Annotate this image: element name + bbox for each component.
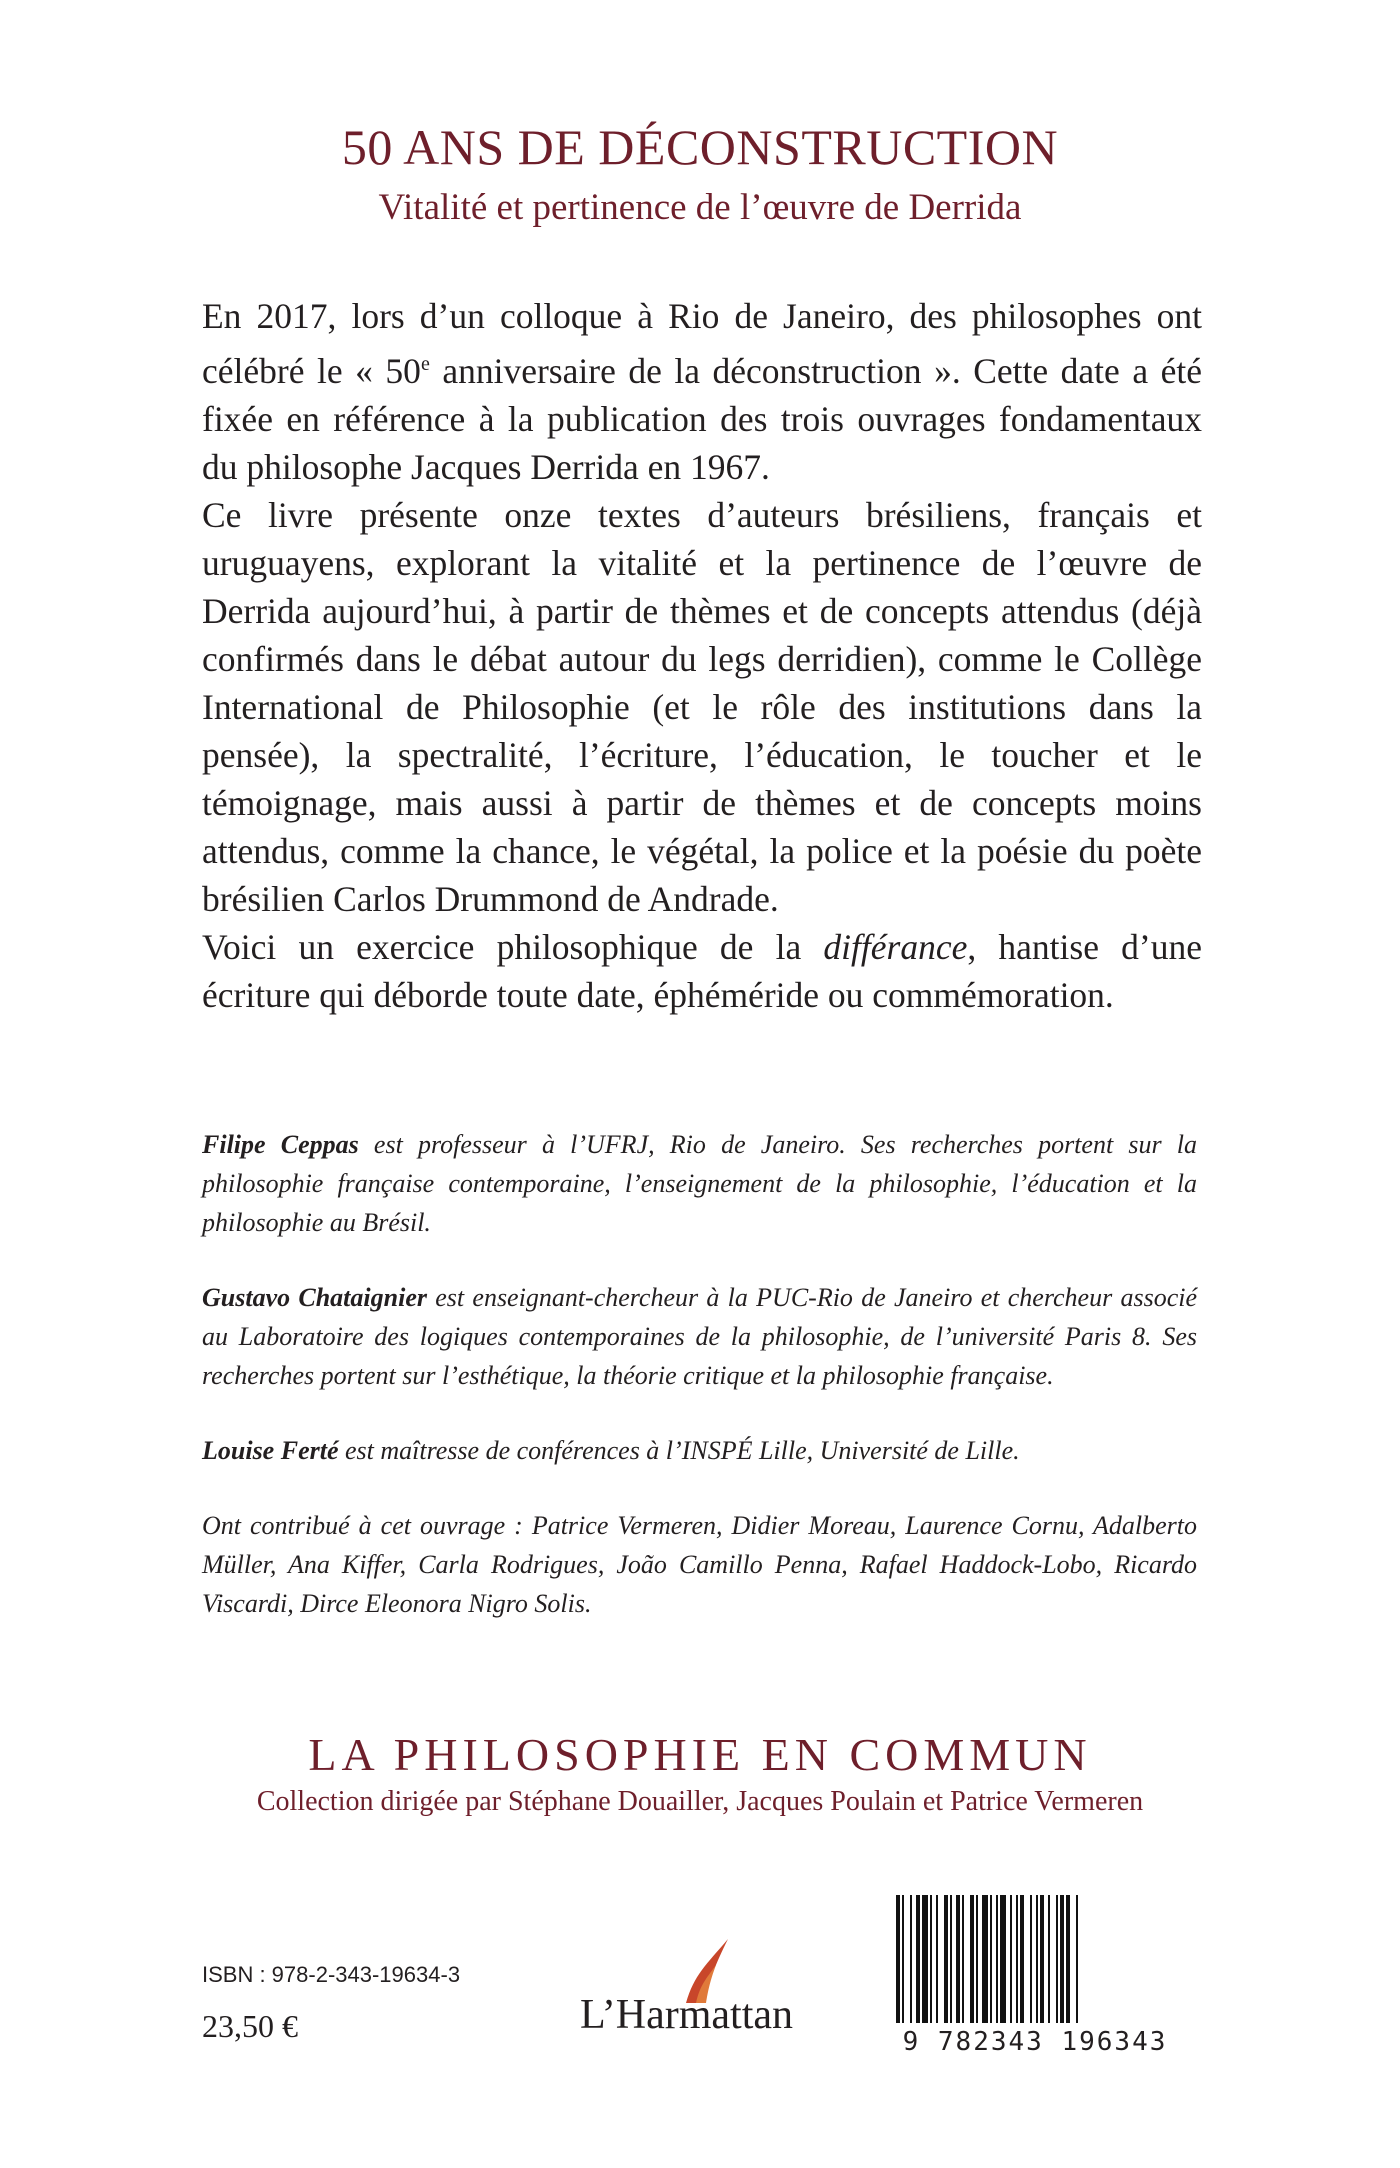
- barcode-bar: [916, 1895, 920, 2023]
- barcode-bar: [1020, 1895, 1024, 2023]
- author-bio-text: est professeur à l’UFRJ, Rio de Janeiro. Ses recherches portent sur la philosophie française contemporaine, l’enseignement de la philosophie, l’éducation et la philosophie au Brésil.: [202, 1130, 1197, 1237]
- synopsis-paragraph-2: Ce livre présente onze textes d’auteurs brésiliens, français et uruguayens, explorant la vitalité et la pertinence de l’œuvre de Derrida aujourd’hui, à partir de thèmes et de concepts attendus (déjà confirmés dans le débat autour du legs derridien), comme le Collège International de Philosophie (et le rôle des institutions dans la pensée), la spectralité, l’écriture, l’éducation, le toucher et le témoignage, mais aussi à partir de thèmes et de concepts moins attendus, comme la chance, le végétal, la police et la poésie du poète brésilien Carlos Drummond de Andrade.: [202, 494, 1202, 919]
- barcode-bar: [1030, 1895, 1032, 2023]
- barcode: [880, 1895, 1190, 2065]
- barcode-bar: [944, 1895, 948, 2023]
- barcode-bar: [976, 1895, 978, 2023]
- author-name: Gustavo Chataignier: [202, 1283, 427, 1312]
- barcode-bar: [950, 1895, 952, 2023]
- barcode-bars: [896, 1895, 1176, 2023]
- synopsis: [202, 292, 1202, 1019]
- synopsis-p1-end: anniversaire de la déconstruction ». Cette date a été fixée en référence à la publication des trois ouvrages fondamentaux du philosophe Jacques Derrida en 1967.: [202, 350, 1202, 487]
- collection-name: LA PHILOSOPHIE EN COMMUN: [308, 1729, 1092, 1780]
- barcode-bar: [936, 1895, 938, 2023]
- barcode-bar: [1056, 1895, 1058, 2023]
- publisher-name: L’Harmattan: [580, 1992, 794, 2038]
- bio-ferte: [202, 1431, 1197, 1470]
- author-name: Filipe Ceppas: [202, 1130, 359, 1159]
- barcode-bar: [1076, 1895, 1078, 2023]
- barcode-bar: [910, 1895, 912, 2023]
- price: 23,50 €: [202, 2008, 298, 2044]
- synopsis-p3-start: Voici un exercice philosophique de la: [202, 926, 824, 967]
- barcode-bar: [1066, 1895, 1070, 2023]
- barcode-bar: [1016, 1895, 1018, 2023]
- author-bio-text: est maîtresse de conférences à l’INSPÉ Lille, Université de Lille.: [338, 1436, 1020, 1465]
- barcode-bar: [1060, 1895, 1064, 2023]
- barcode-bar: [996, 1895, 998, 2023]
- barcode-bar: [930, 1895, 932, 2023]
- book-subtitle: Vitalité et pertinence de l’œuvre de Derrida: [378, 187, 1022, 228]
- barcode-bar: [896, 1895, 900, 2023]
- collection-directors: Collection dirigée par Stéphane Douailler, Jacques Poulain et Patrice Vermeren: [256, 1786, 1144, 1817]
- bio-chataignier: [202, 1278, 1197, 1395]
- publisher-logo: [580, 1935, 820, 2045]
- barcode-bar: [1036, 1895, 1038, 2023]
- ordinal-superscript: e: [420, 353, 430, 375]
- synopsis-paragraph-3: [202, 923, 1202, 1019]
- barcode-bar: [982, 1895, 988, 2023]
- synopsis-paragraph-1: [202, 292, 1202, 491]
- author-bios: [202, 1125, 1197, 1659]
- barcode-bar: [956, 1895, 960, 2023]
- barcode-bar: [962, 1895, 964, 2023]
- synopsis-p3-end: , hantise d’une écriture qui déborde toute date, éphéméride ou commémoration.: [202, 926, 1202, 1015]
- isbn: ISBN : 978-2-343-19634-3: [202, 1962, 461, 1987]
- barcode-digits: 9 782343 196343: [902, 2027, 1168, 2057]
- barcode-bar: [970, 1895, 974, 2023]
- barcode-bar: [1040, 1895, 1044, 2023]
- barcode-bar: [902, 1895, 904, 2023]
- synopsis-p1-start: En 2017, lors d’un colloque à Rio de Janeiro, des philosophes ont célébré le « 50: [202, 296, 1202, 391]
- author-name: Louise Ferté: [202, 1436, 339, 1465]
- author-bio-text: est enseignant-chercheur à la PUC-Rio de Janeiro et chercheur associé au Laboratoire des logiques contemporaines de la philosophie, de l’université Paris 8. Ses recherches portent sur l’esthétique, la théorie critique et la philosophie française.: [202, 1283, 1197, 1390]
- contributors: Ont contribué à cet ouvrage : Patrice Vermeren, Didier Moreau, Laurence Cornu, Adalberto Müller, Ana Kiffer, Carla Rodrigues, João Camillo Penna, Rafael Haddock-Lobo, Ricardo Viscardi, Dirce Eleonora Nigro Solis.: [202, 1511, 1197, 1618]
- barcode-bar: [922, 1895, 928, 2023]
- barcode-bar: [1010, 1895, 1012, 2023]
- bio-ceppas: [202, 1125, 1197, 1242]
- barcode-bar: [990, 1895, 992, 2023]
- barcode-bar: [1000, 1895, 1006, 2023]
- differance-term: différance: [823, 926, 968, 967]
- book-title: 50 ANS DE DÉCONSTRUCTION: [341, 119, 1059, 175]
- barcode-bar: [1048, 1895, 1050, 2023]
